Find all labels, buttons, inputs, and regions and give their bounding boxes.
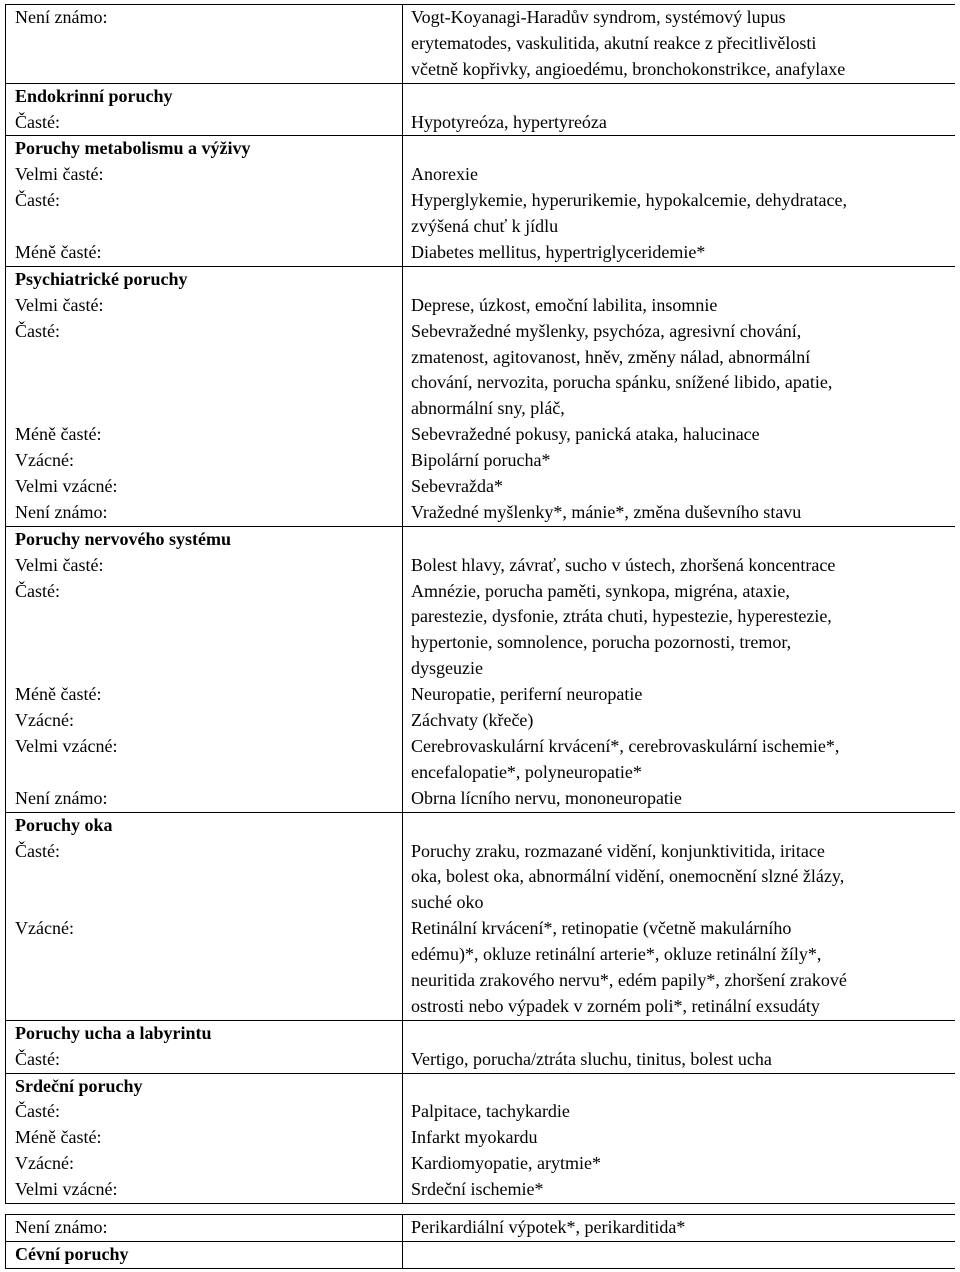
reaction-text: Bolest hlavy, závrať, sucho v ústech, zhoršená koncentrace	[411, 554, 836, 575]
organ-class-heading: Poruchy ucha a labyrintu	[15, 1022, 212, 1043]
reaction-text: Deprese, úzkost, emoční labilita, insomnie	[411, 294, 718, 315]
reaction-text: zmatenost, agitovanost, hněv, změny nálad, abnormální	[411, 346, 811, 367]
table-row	[6, 136, 956, 266]
reaction-text: Diabetes mellitus, hypertriglyceridemie*	[411, 242, 706, 263]
frequency-label: Není známo:	[15, 7, 108, 27]
frequency-label: Časté:	[15, 1101, 60, 1122]
reaction-text: Obrna lícního nervu, mononeuropatie	[411, 787, 682, 808]
term-cell	[6, 812, 403, 1020]
reaction-text: Palpitace, tachykardie	[411, 1101, 570, 1122]
frequency-label: Časté:	[15, 840, 60, 861]
table-row	[6, 1073, 956, 1203]
table-row	[6, 812, 956, 1020]
reaction-cell	[403, 136, 956, 266]
reaction-text: Srdeční ischemie*	[411, 1179, 544, 1200]
table-row	[6, 5, 956, 84]
reaction-text: dysgeuzie	[411, 658, 483, 679]
adverse-reactions-table	[5, 4, 955, 1204]
term-cell	[6, 1214, 403, 1241]
reaction-cell	[403, 266, 956, 526]
term-cell	[6, 83, 403, 136]
reaction-cell	[403, 1214, 956, 1241]
organ-class-heading: Poruchy oka	[15, 814, 113, 835]
reaction-text: Bipolární porucha*	[411, 450, 551, 471]
term-cell	[6, 5, 403, 84]
organ-class-heading: Poruchy metabolismu a výživy	[15, 138, 251, 159]
reaction-text: Hyperglykemie, hyperurikemie, hypokalcemie, dehydratace,	[411, 190, 847, 211]
table-body	[6, 5, 956, 1204]
reaction-text: Neuropatie, periferní neuropatie	[411, 684, 643, 705]
frequency-label: Vzácné:	[15, 710, 74, 731]
reaction-cell	[403, 812, 956, 1020]
frequency-label: Velmi vzácné:	[15, 735, 118, 756]
reaction-cell	[403, 1020, 956, 1073]
reaction-text: Kardiomyopatie, arytmie*	[411, 1153, 601, 1174]
reaction-text: suché oko	[411, 892, 484, 913]
reaction-text: hypertonie, somnolence, porucha pozornosti, tremor,	[411, 632, 792, 653]
reaction-cell	[403, 1073, 956, 1203]
frequency-label: Velmi vzácné:	[15, 1179, 118, 1200]
reaction-text: Sebevražedné pokusy, panická ataka, halucinace	[411, 424, 760, 445]
reaction-text: Vražedné myšlenky*, mánie*, změna duševního stavu	[411, 501, 802, 522]
reaction-text: Vertigo, porucha/ztráta sluchu, tinitus, bolest ucha	[411, 1048, 772, 1069]
reaction-cell	[403, 5, 956, 84]
organ-class-heading: Poruchy nervového systému	[15, 528, 231, 549]
reaction-text: Vogt-Koyanagi-Haradův syndrom, systémový lupus	[411, 7, 786, 27]
frequency-label: Méně časté:	[15, 684, 102, 705]
frequency-label: Méně časté:	[15, 1127, 102, 1148]
term-cell	[6, 136, 403, 266]
reaction-text: erytematodes, vaskulitida, akutní reakce z přecitlivělosti	[411, 32, 817, 53]
reaction-cell	[403, 83, 956, 136]
organ-class-heading: Cévní poruchy	[15, 1243, 129, 1264]
table-row	[6, 266, 956, 526]
reaction-text: Anorexie	[411, 164, 478, 185]
organ-class-heading: Endokrinní poruchy	[15, 85, 173, 106]
reaction-text: oka, bolest oka, abnormální vidění, onemocnění slzné žlázy,	[411, 866, 845, 887]
frequency-label: Časté:	[15, 111, 60, 132]
reaction-text: Poruchy zraku, rozmazané vidění, konjunktivitida, iritace	[411, 840, 825, 861]
frequency-label: Méně časté:	[15, 242, 102, 263]
reaction-text: edému)*, okluze retinální arterie*, okluze retinální žíly*,	[411, 944, 822, 965]
reaction-text: Retinální krvácení*, retinopatie (včetně makulárního	[411, 918, 792, 939]
frequency-label: Časté:	[15, 190, 60, 211]
frequency-label: Velmi časté:	[15, 294, 104, 315]
frequency-label: Velmi vzácné:	[15, 476, 118, 497]
reaction-text: včetně kopřivky, angioedému, bronchokonstrikce, anafylaxe	[411, 58, 846, 79]
reaction-text: chování, nervozita, porucha spánku, snížené libido, apatie,	[411, 372, 833, 393]
table-row	[6, 1020, 956, 1073]
reaction-text: Cerebrovaskulární krvácení*, cerebrovaskulární ischemie*,	[411, 735, 840, 756]
frequency-label: Není známo:	[15, 1216, 108, 1237]
term-cell	[6, 526, 403, 812]
reaction-text: Hypotyreóza, hypertyreóza	[411, 111, 607, 132]
frequency-label: Velmi časté:	[15, 164, 104, 185]
reaction-text: Záchvaty (křeče)	[411, 710, 534, 731]
frequency-label: Není známo:	[15, 787, 108, 808]
document-page	[5, 4, 955, 1272]
frequency-label: Není známo:	[15, 501, 108, 522]
table-body-continued	[6, 1214, 956, 1268]
table-row	[6, 1241, 956, 1268]
reaction-text: parestezie, dysfonie, ztráta chuti, hypestezie, hyperestezie,	[411, 606, 832, 627]
reaction-text: encefalopatie*, polyneuropatie*	[411, 761, 642, 782]
frequency-label: Méně časté:	[15, 424, 102, 445]
reaction-text: zvýšená chuť k jídlu	[411, 216, 559, 237]
reaction-cell	[403, 1241, 956, 1268]
term-cell	[6, 1241, 403, 1268]
reaction-text: Amnézie, porucha paměti, synkopa, migréna, ataxie,	[411, 580, 790, 601]
frequency-label: Časté:	[15, 1048, 60, 1069]
organ-class-heading: Psychiatrické poruchy	[15, 268, 188, 289]
term-cell	[6, 1073, 403, 1203]
reaction-text: ostrosti nebo výpadek v zorném poli*, retinální exsudáty	[411, 995, 820, 1016]
reaction-text: Sebevražedné myšlenky, psychóza, agresivní chování,	[411, 320, 802, 341]
reaction-text: Sebevražda*	[411, 476, 503, 497]
reaction-text: neuritida zrakového nervu*, edém papily*, zhoršení zrakové	[411, 969, 847, 990]
term-cell	[6, 266, 403, 526]
frequency-label: Časté:	[15, 580, 60, 601]
table-row	[6, 526, 956, 812]
table-row	[6, 83, 956, 136]
frequency-label: Časté:	[15, 320, 60, 341]
reaction-text: abnormální sny, pláč,	[411, 398, 565, 419]
reaction-cell	[403, 526, 956, 812]
frequency-label: Vzácné:	[15, 1153, 74, 1174]
frequency-label: Vzácné:	[15, 918, 74, 939]
frequency-label: Vzácné:	[15, 450, 74, 471]
reaction-text: Perikardiální výpotek*, perikarditida*	[411, 1216, 686, 1237]
term-cell	[6, 1020, 403, 1073]
reaction-text: Infarkt myokardu	[411, 1127, 538, 1148]
organ-class-heading: Srdeční poruchy	[15, 1075, 143, 1096]
table-row	[6, 1214, 956, 1241]
adverse-reactions-table-continued	[5, 1214, 955, 1269]
frequency-label: Velmi časté:	[15, 554, 104, 575]
